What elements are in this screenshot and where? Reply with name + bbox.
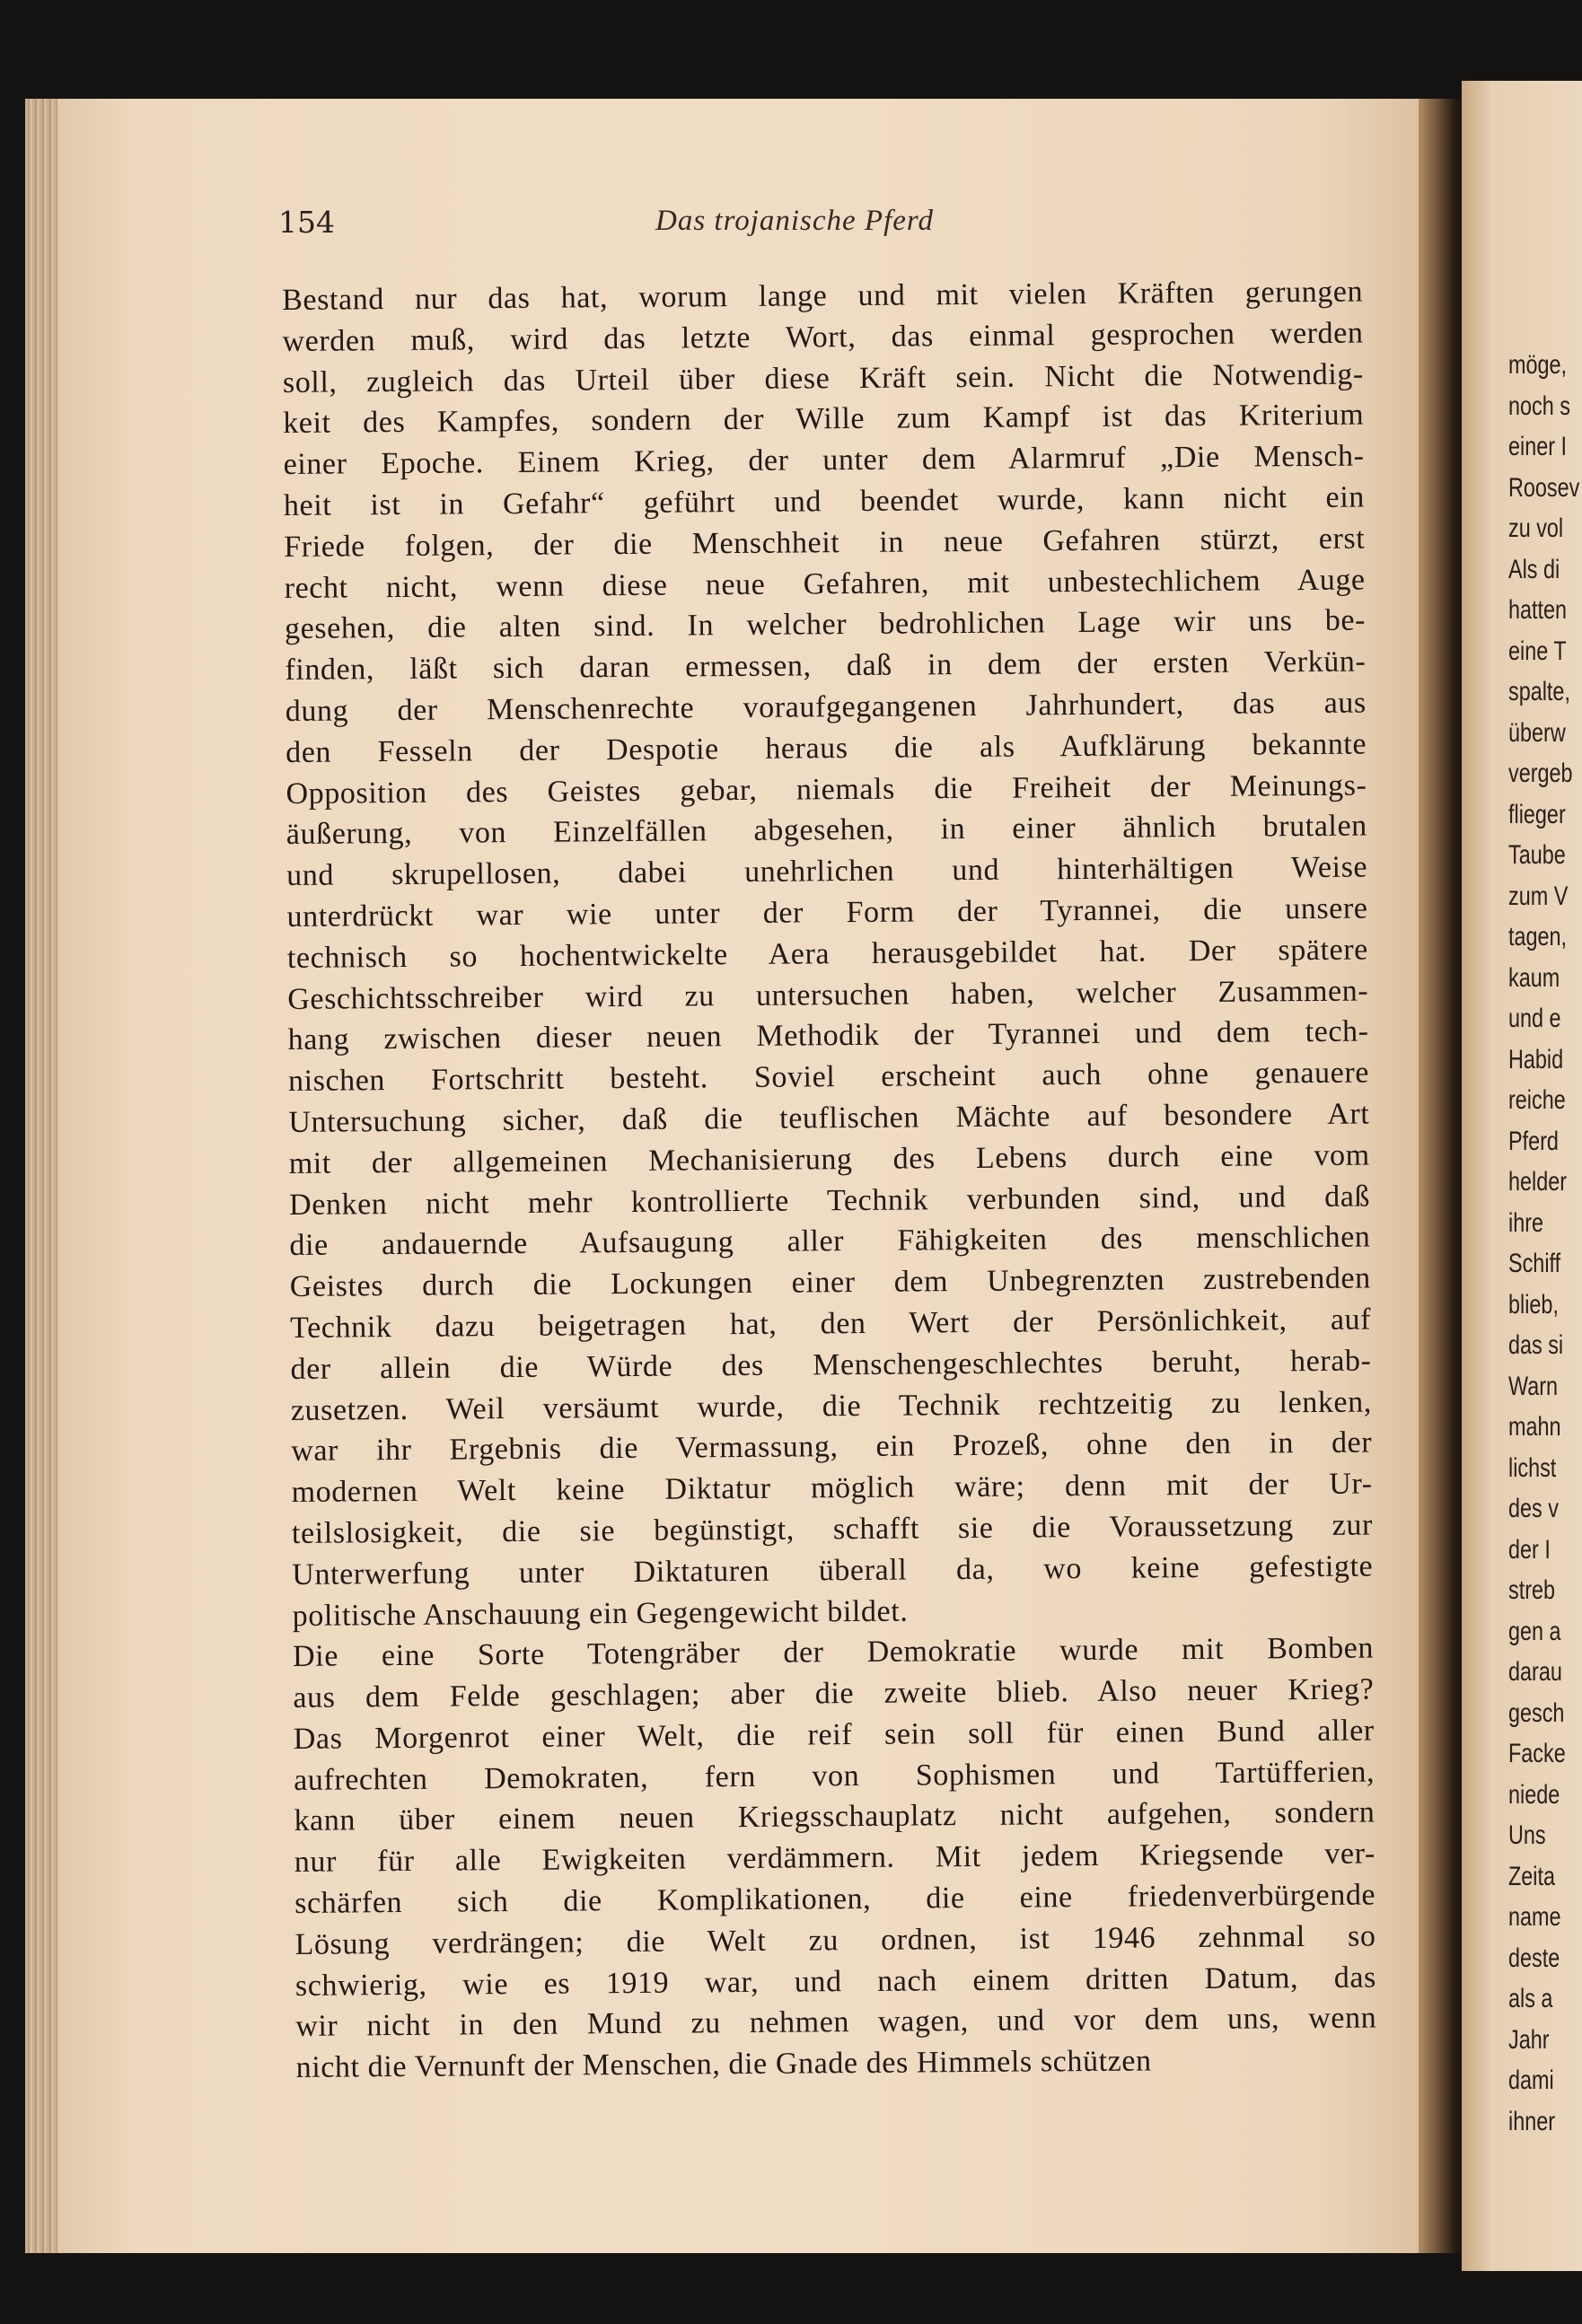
text-line: Geistes durch die Lockungen einer dem Unbegrenzten zustrebenden	[289, 1261, 1371, 1304]
next-page-fragment: deste	[1508, 1943, 1560, 1973]
next-page-fragment: ihner	[1508, 2106, 1556, 2136]
text-line: nischen Fortschritt besteht. Soviel erscheint auch ohne genauere	[287, 1056, 1370, 1099]
text-line: schärfen sich die Komplikationen, die eine friedenverbürgende	[294, 1878, 1376, 1921]
next-page-fragment: darau	[1508, 1657, 1562, 1687]
next-page-fragment: eine T	[1508, 636, 1567, 666]
text-line: technisch so hochentwickelte Aera herausgebildet hat. Der spätere	[286, 933, 1369, 975]
text-line: recht nicht, wenn diese neue Gefahren, mit unbestechlichem Auge	[284, 563, 1366, 605]
text-line: wir nicht in den Mund zu nehmen wagen, und vor dem uns, wenn	[295, 2001, 1377, 2044]
next-page-fragment: spalte,	[1508, 677, 1570, 706]
next-page-fragment: tagen,	[1508, 922, 1568, 952]
text-line: Opposition des Geistes gebar, niemals die Freiheit der Meinungs-	[286, 768, 1367, 811]
text-line: einer Epoche. Einem Krieg, der unter dem Alarmruf „Die Mensch-	[283, 439, 1365, 482]
next-page-fragment: Habid	[1508, 1044, 1564, 1074]
next-page-fragment: zum V	[1508, 881, 1569, 911]
text-line: werden muß, wird das letzte Wort, das einmal gesprochen werden	[282, 316, 1364, 358]
text-line: mit der allgemeinen Mechanisierung des Lebens durch eine vom	[288, 1138, 1370, 1180]
text-line: modernen Welt keine Diktatur möglich wäre; denn mit der Ur-	[291, 1467, 1373, 1510]
page-header-title: Das trojanische Pferd	[655, 205, 935, 237]
next-page-fragment: gesch	[1508, 1697, 1565, 1728]
next-page-fragment: kaum	[1508, 962, 1560, 993]
next-page-fragment: gen a	[1508, 1616, 1561, 1646]
next-page-fragment: der I	[1508, 1534, 1551, 1565]
running-head	[278, 205, 1365, 248]
text-line: äußerung, von Einzelfällen abgesehen, in einer ähnlich brutalen	[286, 809, 1367, 852]
next-page-fragment: blieb,	[1508, 1289, 1559, 1320]
text-line: hang zwischen dieser neuen Methodik der Tyrannei und dem tech-	[287, 1014, 1369, 1057]
next-page-fragment: Warn	[1508, 1371, 1559, 1401]
next-page-fragment: Als di	[1508, 554, 1560, 584]
next-page-fragment: Uns	[1508, 1820, 1546, 1850]
text-line: Technik dazu beigetragen hat, den Wert der Persönlichkeit, auf	[290, 1302, 1372, 1345]
next-page-fragment: streb	[1508, 1575, 1556, 1605]
next-page-fragment: niede	[1508, 1779, 1560, 1810]
text-line: aus dem Felde geschlagen; aber die zweite blieb. Also neuer Krieg?	[293, 1672, 1375, 1715]
next-page-fragment: Zeita	[1508, 1861, 1556, 1891]
next-page-fragment: flieger	[1508, 799, 1566, 829]
text-line: Friede folgen, der die Menschheit in neue Gefahren stürzt, erst	[284, 522, 1366, 564]
text-line: war ihr Ergebnis die Vermassung, ein Prozeß, ohne den in der	[291, 1425, 1373, 1469]
text-line: der allein die Würde des Menschengeschlechtes beruht, herab-	[290, 1344, 1372, 1386]
next-page-fragment: dami	[1508, 2065, 1554, 2095]
text-line: unterdrückt war wie unter der Form der Tyrannei, die unsere	[286, 891, 1368, 934]
right-page-fragment	[1462, 81, 1582, 2271]
text-line: kann über einem neuen Kriegsschauplatz nicht aufgehen, sondern	[294, 1795, 1375, 1838]
text-line: den Fesseln der Despotie heraus die als Aufklärung bekannte	[285, 727, 1367, 769]
next-page-fragment: Roosev	[1508, 472, 1580, 503]
next-page-fragment: das si	[1508, 1330, 1564, 1360]
text-line: und skrupellosen, dabei unehrlichen und hinterhältigen Weise	[286, 850, 1368, 893]
text-line: nur für alle Ewigkeiten verdämmern. Mit jedem Kriegsende ver-	[294, 1837, 1375, 1880]
next-page-fragment: überw	[1508, 717, 1566, 748]
text-line: die andauernde Aufsaugung aller Fähigkeiten des menschlichen	[289, 1220, 1371, 1263]
text-line: schwierig, wie es 1919 war, und nach einem dritten Datum, das	[294, 1960, 1377, 2003]
next-page-fragment: des v	[1508, 1494, 1559, 1523]
text-line: keit des Kampfes, sondern der Wille zum Kampf ist das Kriterium	[283, 398, 1365, 441]
next-page-fragment: als a	[1508, 1984, 1553, 2013]
text-line: Unterwerfung unter Diktaturen überall da, wo keine gefestigte	[292, 1549, 1374, 1592]
text-line: Die eine Sorte Totengräber der Demokratie wurde mit Bomben	[292, 1631, 1375, 1674]
next-page-fragment: Taube	[1508, 840, 1566, 870]
next-page-fragment: name	[1508, 1902, 1561, 1932]
text-line: teilslosigkeit, die sie begünstigt, schafft sie die Voraussetzung zur	[291, 1508, 1374, 1550]
next-page-fragment: noch s	[1508, 390, 1570, 421]
text-line: gesehen, die alten sind. In welcher bedrohlichen Lage wir uns be-	[284, 603, 1367, 646]
page-edges	[25, 99, 57, 2253]
next-page-fragment: und e	[1508, 1004, 1561, 1033]
text-line: dung der Menschenrechte voraufgegangenen Jahrhundert, das aus	[285, 686, 1367, 728]
next-page-fragment: Facke	[1508, 1739, 1566, 1768]
text-line: zusetzen. Weil versäumt wurde, die Technik rechtzeitig zu lenken,	[290, 1385, 1372, 1427]
text-line: soll, zugleich das Urteil über diese Kräft sein. Nicht die Notwendig-	[282, 357, 1365, 399]
next-page-fragment: mahn	[1508, 1412, 1561, 1442]
text-line: Lösung verdrängen; die Welt zu ordnen, ist 1946 zehnmal so	[294, 1919, 1376, 1961]
page-number: 154	[278, 205, 335, 240]
next-page-fragment: Jahr	[1508, 2024, 1550, 2055]
text-line: Bestand nur das hat, worum lange und mit vielen Kräften gerungen	[282, 275, 1364, 317]
next-page-fragment: Schiff	[1508, 1249, 1561, 1278]
next-page-fragment: lichst	[1508, 1452, 1557, 1483]
next-page-fragment: reiche	[1508, 1085, 1566, 1115]
text-line: aufrechten Demokraten, fern von Sophismen und Tartüfferien,	[293, 1755, 1375, 1797]
next-page-fragment: möge,	[1508, 350, 1568, 380]
text-line: finden, läßt sich daran ermessen, daß in dem der ersten Verkün-	[285, 645, 1367, 688]
next-page-fragment: hatten	[1508, 595, 1568, 625]
text-line: Untersuchung sicher, daß die teuflischen Mächte auf besondere Art	[288, 1097, 1370, 1139]
body-text	[282, 272, 1377, 2089]
text-line: heit ist in Gefahr“ geführt und beendet wurde, kann nicht ein	[283, 480, 1366, 522]
text-line: Denken nicht mehr kontrollierte Technik verbunden sind, und daß	[288, 1180, 1371, 1222]
next-page-fragment: zu vol	[1508, 513, 1564, 543]
next-page-fragment: Pferd	[1508, 1126, 1559, 1156]
text-line: Geschichtsschreiber wird zu untersuchen haben, welcher Zusammen-	[287, 974, 1369, 1016]
next-page-fragment: helder	[1508, 1167, 1568, 1197]
next-page-fragment: vergeb	[1508, 759, 1573, 788]
text-line: Das Morgenrot einer Welt, die reif sein soll für einen Bund aller	[293, 1714, 1375, 1756]
text-line: politische Anschauung ein Gegengewicht bildet.	[292, 1594, 909, 1633]
next-page-fragment: ihre	[1508, 1207, 1544, 1238]
text-line: nicht die Vernunft der Menschen, die Gnade des Himmels schützen	[295, 2044, 1152, 2085]
next-page-fragment: einer I	[1508, 432, 1568, 461]
book-gutter	[1419, 99, 1462, 2253]
